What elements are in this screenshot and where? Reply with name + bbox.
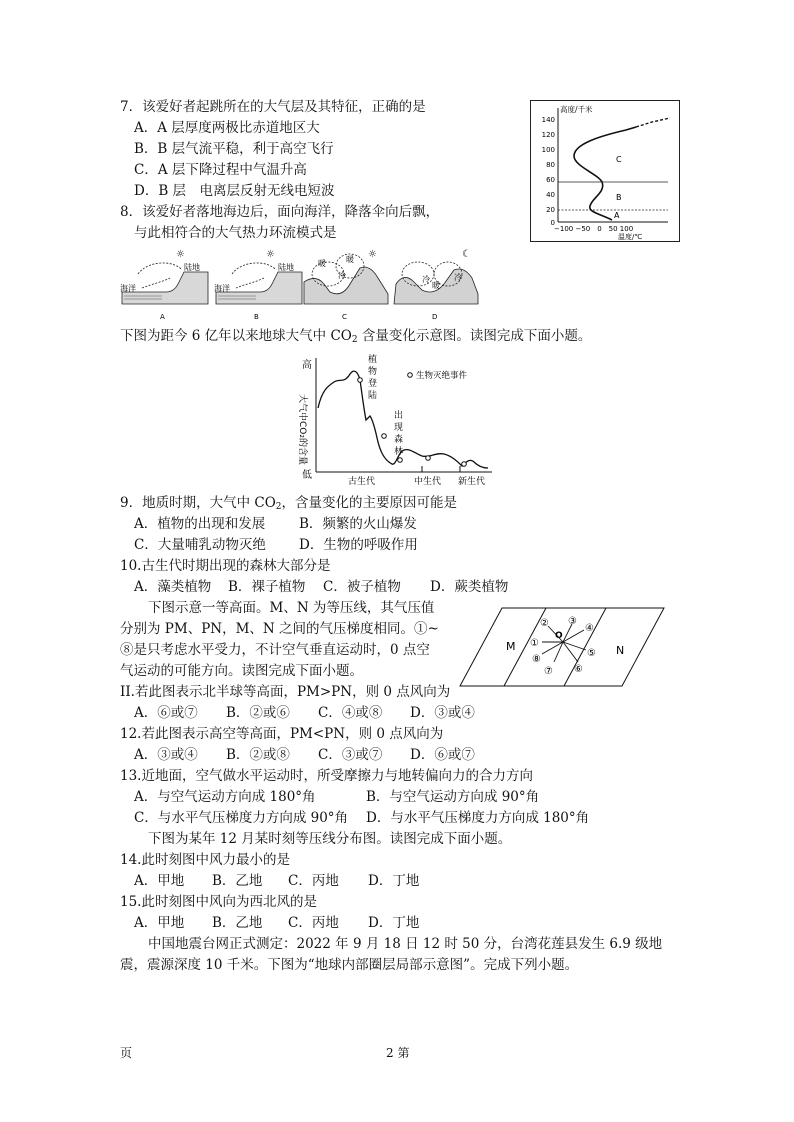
q12-options (134, 746, 475, 764)
atm-ylabel: 高度/千米 (560, 105, 593, 114)
q14-option-a: A．甲地 (134, 873, 185, 889)
era-paleozoic: 古生代 (348, 477, 376, 487)
atmosphere-layers-figure (530, 100, 680, 242)
quake-intro-line2: 震，震源深度 10 千米。下图为“地球内部圈层局部示意图”。完成下列小题。 (120, 957, 579, 973)
q7-option-b: B．B 层气流平稳，利于高空飞行 (134, 141, 334, 157)
panel-a-sea: 海洋 (120, 284, 136, 293)
q14-stem: 14.此时刻图中风力最小的是 (120, 852, 290, 868)
q14-option-d: D．丁地 (368, 873, 420, 889)
direction-6: ⑥ (574, 664, 583, 675)
q10-option-b: B．裸子植物 (228, 579, 306, 595)
q9-option-c: C．大量哺乳动物灭绝 (134, 537, 266, 553)
moon-icon: ☾ (462, 249, 471, 260)
q12-option-d: D．⑥或⑦ (410, 747, 475, 763)
q11-options (134, 704, 475, 722)
q9-options-row1 (134, 515, 417, 533)
direction-3: ③ (568, 616, 577, 627)
q15-options (134, 914, 419, 932)
q8-stem-line1: 8．该爱好者落地海边后，面向海洋，降落伞向后飘， (120, 204, 440, 220)
panel-c-cold: 冷 (338, 271, 346, 280)
q10-stem: 10.古生代时期出现的森林大部分是 (120, 558, 331, 574)
isobar-plane-figure (458, 604, 668, 690)
extinction-marker (398, 458, 403, 463)
svg-text:陆: 陆 (368, 391, 378, 401)
q11-stem: II.若此图表示北半球等高面，PM>PN，则 0 点风向为 (120, 684, 451, 700)
thermal-circulation-figures (118, 244, 480, 322)
atm-xticks: −100 −50 0 50 100 (554, 225, 634, 233)
circulation-panel-b (214, 249, 302, 321)
co2-annotation-plants (368, 353, 377, 401)
layer-c-label: C (616, 155, 622, 164)
q15-option-b: B．乙地 (212, 915, 263, 931)
co2-change-figure (284, 350, 496, 488)
q12-option-c: C．③或⑦ (318, 747, 383, 763)
atm-xlabel: 温度/℃ (618, 233, 643, 241)
iso-intro-line4: 气运动的可能方向。读图完成下面小题。 (120, 663, 363, 679)
iso-intro-line2: 分别为 PM、PN，M、N 之间的气压梯度相同。①~ (120, 621, 439, 637)
atm-ytick: 40 (546, 191, 555, 199)
q9-stem-pre: 9．地质时期，大气中 CO (120, 495, 276, 511)
isobar-m-label: M (506, 640, 516, 653)
era-mesozoic: 中生代 (414, 477, 442, 487)
footer-page-number: 2 第 (386, 1046, 410, 1060)
panel-d-label: D (432, 313, 438, 321)
extinction-marker (382, 434, 387, 439)
svg-text:林: 林 (394, 447, 404, 457)
q11-option-b: B．②或⑥ (226, 705, 290, 721)
point-o-label: O (555, 631, 563, 641)
q10-options (134, 578, 508, 596)
isobar-n-label: N (616, 644, 625, 657)
layer-b-label: B (616, 193, 622, 202)
atm-ytick: 120 (541, 131, 555, 139)
svg-text:森: 森 (394, 435, 404, 445)
q14-option-c: C．丙地 (288, 873, 339, 889)
direction-1: ① (530, 638, 539, 649)
q11-option-a: A．⑥或⑦ (134, 705, 198, 721)
panel-b-land: 陆地 (278, 263, 294, 272)
q15-option-d: D．丁地 (368, 915, 420, 931)
q15-option-a: A．甲地 (134, 915, 185, 931)
q11-option-c: C．④或⑧ (318, 705, 383, 721)
q13-stem: 13.近地面，空气做水平运动时，所受摩擦力与地转偏向力的合力方向 (120, 768, 533, 784)
circulation-panel-a (120, 249, 208, 321)
q9-stem (120, 494, 457, 512)
atm-ytick: 20 (546, 206, 555, 214)
panel-b-label: B (254, 313, 259, 321)
direction-5: ⑤ (587, 648, 596, 659)
q9-stem-post: ，含量变化的主要原因可能是 (281, 495, 458, 511)
extinction-marker (358, 378, 363, 383)
q8-stem-line2: 与此相符合的大气热力环流模式是 (134, 225, 337, 241)
sun-icon: ☼ (368, 249, 377, 260)
q10-option-d: D．蕨类植物 (430, 579, 509, 595)
quake-intro-line1: 中国地震台网正式测定：2022 年 9 月 18 日 12 时 50 分，台湾花莲县发生 6.9 级地 (148, 936, 663, 952)
iso-intro-line3: ⑧是只考虑水平受力，不计空气垂直运动时，0 点空 (120, 642, 430, 658)
map-intro: 下图为某年 12 月某时刻等压线分布图。读图完成下面小题。 (148, 831, 512, 847)
q9-option-b: B．频繁的火山爆发 (299, 516, 417, 532)
legend-marker (408, 373, 413, 378)
co2-annotation-forests (394, 409, 403, 457)
q13-option-a: A．与空气运动方向成 180°角 (134, 789, 316, 805)
q9-option-a: A．植物的出现和发展 (134, 516, 266, 532)
atm-ytick: 0 (550, 219, 555, 227)
q15-stem: 15.此时刻图中风向为西北风的是 (120, 894, 317, 910)
co2-intro (120, 327, 591, 345)
atm-ytick: 100 (541, 146, 555, 154)
atm-ytick: 60 (546, 176, 555, 184)
co2-intro-sub: 2 (351, 335, 358, 345)
co2-ylabel: 大气中CO₂的含量 (297, 394, 307, 465)
q12-option-a: A．③或④ (134, 747, 198, 763)
co2-legend: 生物灭绝事件 (416, 371, 468, 381)
direction-7: ⑦ (544, 666, 553, 677)
layer-a-label: A (614, 211, 620, 220)
q12-option-b: B．②或⑧ (226, 747, 290, 763)
extinction-marker (426, 456, 431, 461)
direction-8: ⑧ (532, 654, 541, 665)
circulation-panel-d (394, 249, 478, 321)
co2-intro-pre: 下图为距今 6 亿年以来地球大气中 CO (120, 328, 352, 344)
q15-option-c: C．丙地 (288, 915, 339, 931)
panel-d-cold: 冷 (422, 275, 430, 284)
q13-option-c: C．与水平气压梯度力方向成 90°角 (134, 810, 349, 826)
panel-d-warm: 暖 (432, 281, 440, 290)
panel-b-sea: 海洋 (214, 284, 230, 293)
q7-option-d: D．B 层 电离层反射无线电短波 (134, 183, 335, 199)
svg-text:登: 登 (368, 379, 378, 389)
extinction-marker (462, 462, 467, 467)
panel-a-label: A (160, 313, 165, 321)
circulation-panel-c (304, 249, 388, 321)
panel-c-label: C (342, 313, 347, 321)
q11-option-d: D．③或④ (410, 705, 475, 721)
iso-intro-line1: 下图示意一等高面。M、N 为等压线，其气压值 (148, 600, 435, 616)
atm-ytick: 140 (541, 116, 555, 124)
q14-options (134, 872, 419, 890)
q9-option-d: D．生物的呼吸作用 (299, 537, 418, 553)
atm-ytick: 80 (546, 161, 555, 169)
panel-a-land: 陆地 (184, 263, 200, 272)
svg-text:植: 植 (368, 355, 378, 365)
q10-option-c: C．被子植物 (323, 579, 401, 595)
q7-option-a: A．A 层厚度两极比赤道地区大 (134, 120, 320, 136)
direction-4: ④ (585, 623, 594, 634)
q9-stem-sub: 2 (275, 502, 282, 512)
co2-high-label: 高 (302, 360, 312, 371)
era-cenozoic: 新生代 (458, 477, 486, 487)
q13-options-row2 (134, 809, 589, 827)
q13-option-d: D．与水平气压梯度力方向成 180°角 (366, 810, 590, 826)
svg-text:物: 物 (368, 367, 378, 377)
q13-options-row1 (134, 788, 539, 806)
sun-icon: ☼ (266, 249, 275, 260)
q13-option-b: B．与空气运动方向成 90°角 (366, 789, 540, 805)
q9-options-row2 (134, 536, 418, 554)
footer-left: 页 (120, 1046, 133, 1060)
co2-low-label: 低 (302, 470, 312, 481)
sun-icon: ☼ (176, 249, 185, 260)
svg-text:出: 出 (394, 411, 404, 421)
panel-c-warm: 暖 (318, 259, 326, 268)
q7-stem: 7．该爱好者起跳所在的大气层及其特征，正确的是 (120, 99, 426, 115)
panel-d-cold2: 冷 (454, 273, 462, 282)
svg-text:现: 现 (394, 423, 404, 433)
q7-option-c: C．A 层下降过程中气温升高 (134, 162, 307, 178)
q14-option-b: B．乙地 (212, 873, 263, 889)
co2-intro-post: 含量变化示意图。读图完成下面小题。 (357, 328, 592, 344)
q10-option-a: A．藻类植物 (134, 579, 212, 595)
panel-c-warm2: 暖 (346, 255, 354, 264)
direction-2: ② (540, 618, 549, 629)
q12-stem: 12.若此图表示高空等高面，PM<PN，则 0 点风向为 (120, 726, 444, 742)
